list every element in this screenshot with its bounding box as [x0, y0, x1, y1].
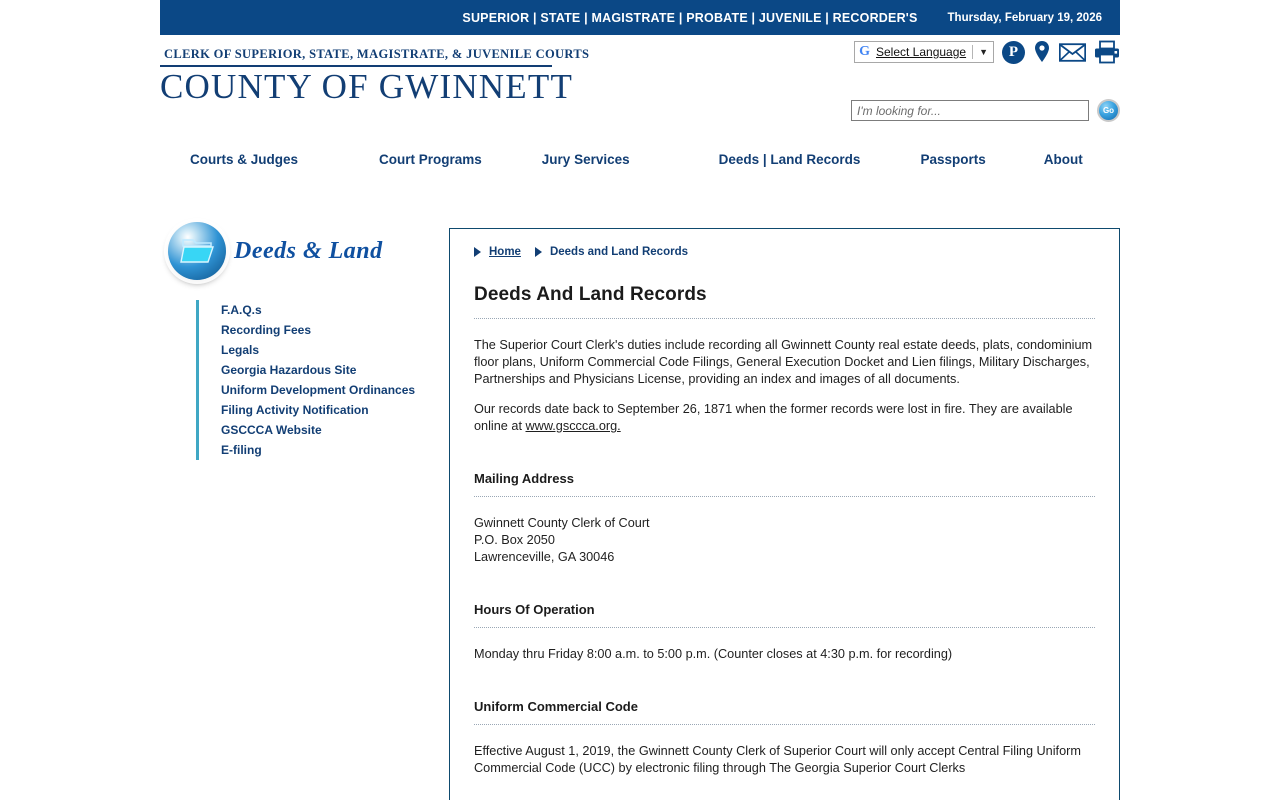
google-translate-widget[interactable] — [854, 41, 994, 63]
sidebar-item-uniform-dev-ordinances[interactable]: Uniform Development Ordinances — [221, 383, 416, 397]
top-utility-bar — [160, 0, 1120, 35]
address-line: Gwinnett County Clerk of Court — [474, 515, 650, 530]
nav-item-courts-judges[interactable]: Courts & Judges — [190, 151, 299, 167]
section-heading-mailing-address: Mailing Address — [474, 470, 574, 486]
sidebar-item-faqs[interactable]: F.A.Q.s — [221, 303, 262, 317]
print-icon[interactable] — [1094, 40, 1120, 64]
court-divisions-label: SUPERIOR | STATE | MAGISTRATE | PROBATE | JUVENILE | RECORDER'S — [462, 10, 918, 25]
site-brand[interactable] — [160, 47, 589, 106]
brand-subtitle: CLERK OF SUPERIOR, STATE, MAGISTRATE, & JUVENILE COURTS — [164, 47, 590, 61]
uniform-commercial-code-text: Effective August 1, 2019, the Gwinnett County Clerk of Superior Court will only accept Central Filing Uniform Commercial Code (UCC) by electronic filing through The Georgia Superior Court Clerks — [474, 743, 1081, 775]
sidebar-section-header — [160, 220, 440, 282]
intro-paragraph: The Superior Court Clerk's duties include recording all Gwinnett County real estate deeds, plats, condominium floor plans, Uniform Commercial Code Filings, General Execution Docket and Lien filings, Military Discharges, Partnerships and Physicians License, providing an index and images of all documents. — [474, 338, 1093, 386]
breadcrumb-current: Deeds and Land Records — [549, 246, 688, 258]
nav-item-deeds-land-records[interactable]: Deeds | Land Records — [718, 151, 861, 167]
title-divider — [474, 318, 1095, 319]
parking-icon[interactable] — [1002, 41, 1025, 64]
sidebar-item-filing-activity-notification[interactable]: Filing Activity Notification — [221, 403, 369, 417]
sidebar — [160, 220, 440, 460]
folder-icon — [168, 222, 226, 280]
breadcrumb-arrow-icon — [535, 247, 542, 257]
section-heading-hours-of-operation: Hours Of Operation — [474, 601, 595, 617]
nav-item-about[interactable]: About — [1043, 151, 1083, 167]
gsccca-link[interactable]: www.gsccca.org. — [525, 419, 621, 434]
records-paragraph-text: Our records date back to September 26, 1871 when the former records were lost in fire. They are available online at — [474, 402, 1073, 434]
parking-glyph: P — [1002, 41, 1025, 64]
select-language-label: Select Language — [876, 45, 967, 59]
email-icon[interactable] — [1059, 43, 1086, 62]
search-go-button[interactable]: Go — [1097, 99, 1120, 122]
section-heading-uniform-commercial-code: Uniform Commercial Code — [474, 698, 638, 714]
section-divider — [474, 496, 1095, 497]
breadcrumb — [474, 241, 1095, 262]
breadcrumb-home-link[interactable]: Home — [489, 246, 521, 258]
sidebar-section-title: Deeds & Land — [234, 237, 383, 264]
section-divider — [474, 627, 1095, 628]
sidebar-item-recording-fees[interactable]: Recording Fees — [221, 323, 312, 337]
nav-item-jury-services[interactable]: Jury Services — [541, 151, 630, 167]
current-date-label: Thursday, February 19, 2026 — [947, 11, 1102, 24]
records-paragraph — [474, 401, 1095, 435]
section-divider — [474, 724, 1095, 725]
nav-item-passports[interactable]: Passports — [920, 151, 986, 167]
brand-title: COUNTY OF GWINNETT — [160, 67, 574, 106]
page-title: Deeds And Land Records — [474, 284, 707, 305]
address-line: Lawrenceville, GA 30046 — [474, 549, 615, 564]
content-panel — [449, 228, 1120, 800]
utility-icons-row — [854, 40, 1120, 64]
hours-of-operation-text: Monday thru Friday 8:00 a.m. to 5:00 p.m. (Counter closes at 4:30 p.m. for recording) — [474, 646, 953, 661]
mailing-address-block — [474, 515, 1095, 566]
address-line: P.O. Box 2050 — [474, 532, 555, 547]
site-search — [851, 99, 1120, 122]
nav-item-court-programs[interactable]: Court Programs — [379, 151, 482, 167]
main-navigation — [160, 143, 1120, 175]
sidebar-item-georgia-hazardous-site[interactable]: Georgia Hazardous Site — [221, 363, 357, 377]
sidebar-item-gsccca-website[interactable]: GSCCCA Website — [221, 423, 322, 437]
map-pin-icon[interactable] — [1033, 40, 1051, 64]
search-input[interactable] — [851, 100, 1089, 121]
sidebar-item-legals[interactable]: Legals — [221, 343, 260, 357]
breadcrumb-arrow-icon — [474, 247, 481, 257]
masthead — [160, 35, 1120, 140]
sidebar-menu — [196, 300, 440, 460]
translate-separator — [972, 45, 973, 59]
google-logo-icon: G — [859, 44, 870, 59]
sidebar-item-efiling[interactable]: E-filing — [221, 443, 262, 457]
chevron-down-icon[interactable]: ▼ — [979, 47, 988, 57]
